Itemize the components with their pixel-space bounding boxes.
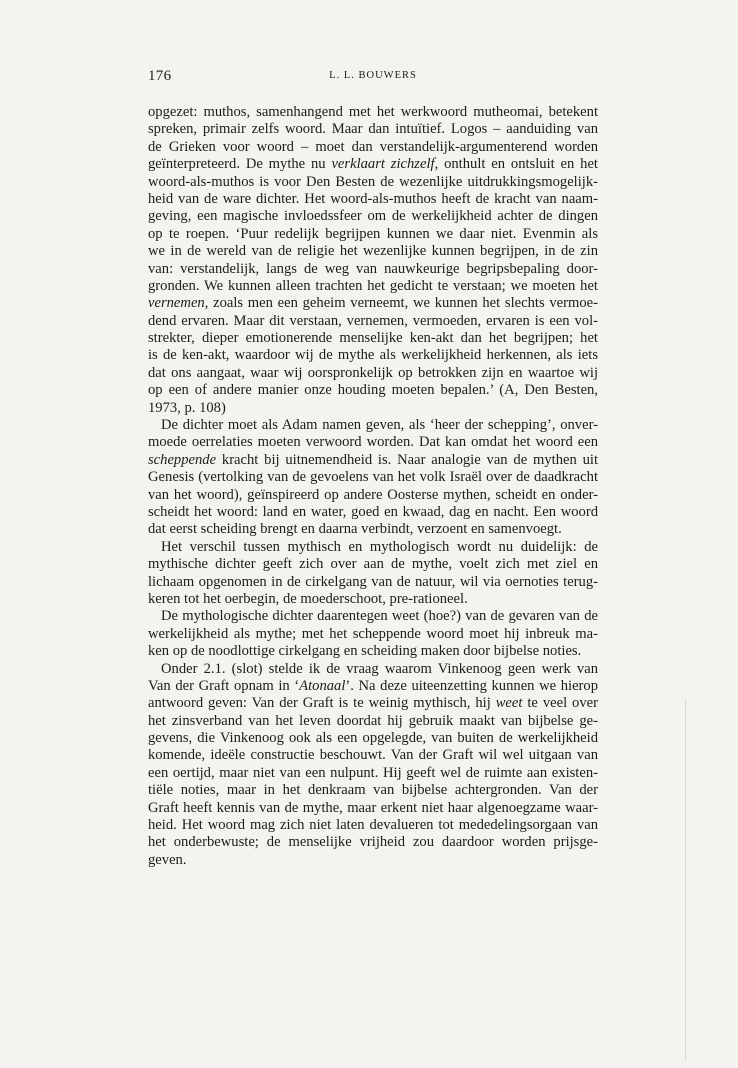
italic-text: weet xyxy=(495,695,523,712)
text-line: spreken, primair zelfs woord. Maar dan intuïtief. Logos – aanduiding van xyxy=(148,121,598,138)
text-line: De mythologische dichter daarentegen weet (hoe?) van de gevaren van de xyxy=(161,608,598,625)
text-line: Genesis (vertolking van de gevoelens van het volk Israël over de daadkracht xyxy=(148,469,598,486)
text-line: keren tot het oerbegin, de moederschoot, pre-rationeel. xyxy=(148,590,468,607)
text-line: op te roepen. ‘Puur redelijk begrijpen kunnen we daar niet. Evenmin als xyxy=(148,225,598,242)
text-line: strekter, dieper emotionerende menselijke ken-akt dan het begrijpen; het xyxy=(148,330,598,347)
text-line: opgezet: muthos, samenhangend met het werkwoord mutheomai, betekent xyxy=(148,104,598,120)
running-head: L. L. BOUWERS xyxy=(329,70,417,81)
page-header xyxy=(148,68,598,86)
text-line: werkelijkheid als mythe; met het scheppende woord moet hij inbreuk ma- xyxy=(148,625,598,642)
text-line: de Grieken voor woord – moet dan verstandelijk-argumenterend worden xyxy=(148,138,598,155)
text-line: het zinsverband van het leven doordat hij gebruik maakt van bijbelse ge- xyxy=(148,712,598,729)
text-line: geven. xyxy=(148,851,187,868)
text-line: Van der Graft opnam in ‘Atonaal’. Na deze uiteenzetting kunnen we hierop xyxy=(148,677,599,694)
text-line: het onderbewuste; de menselijke vrijheid zou daardoor worden prijsge- xyxy=(148,834,598,851)
text-line: antwoord geven: Van der Graft is te weinig mythisch, hij weet te veel over xyxy=(148,695,598,712)
text-line: Graft heeft kennis van de mythe, maar erkent niet haar algenoegzame waar- xyxy=(148,799,598,816)
italic-text: verklaart zichzelf xyxy=(331,156,435,173)
italic-text: scheppende xyxy=(148,451,217,468)
text-line: dend ervaren. Maar dit verstaan, vernemen, vermoeden, ervaren is een vol- xyxy=(148,312,598,329)
text-line: Onder 2.1. (slot) stelde ik de vraag waarom Vinkenoog geen werk van xyxy=(161,660,598,677)
text-line: geïnterpreteerd. De mythe nu verklaart zichzelf, onthult en ontsluit en het xyxy=(148,156,598,173)
text-line: heid van de ware dichter. Het woord-als-muthos heeft de kracht van naam- xyxy=(148,190,598,207)
text-line: Het verschil tussen mythisch en mythologisch wordt nu duidelijk: de xyxy=(161,538,598,555)
body-text xyxy=(148,104,598,869)
text-line: van het woord), geïnspireerd op andere Oosterse mythen, scheidt en onder- xyxy=(148,486,598,503)
text-line: op een of andere manier onze houding moeten bepalen.’ (A, Den Besten, xyxy=(148,382,598,399)
text-line: van: verstandelijk, langs de weg van nauwkeurige begripsbepaling door- xyxy=(148,260,598,277)
text-line: dat ons aangaat, waar wij oorspronkelijk op betrokken zijn en waartoe wij xyxy=(148,364,598,381)
italic-text: Atonaal xyxy=(299,677,346,694)
text-line: gevens, die Vinkenoog ook als een opgelegde, van buiten de werkelijkheid xyxy=(148,730,598,747)
text-line: moede oerrelaties moeten verwoord worden. Dat kan omdat het woord een xyxy=(148,434,598,451)
text-line: De dichter moet als Adam namen geven, als ‘heer der schepping’, onver- xyxy=(161,417,598,434)
text-line: vernemen, zoals men een geheim verneemt, we kunnen het slechts vermoe- xyxy=(148,295,598,312)
text-line: scheppende kracht bij uitnemendheid is. Naar analogie van de mythen uit xyxy=(148,451,598,468)
text-line: komende, ideële constructie beschouwt. Van der Graft wil wel uitgaan van xyxy=(148,747,598,764)
italic-text: vernemen xyxy=(148,295,205,312)
text-line: heid. Het woord mag zich niet laten devalueren tot mededelingsorgaan van xyxy=(148,817,598,834)
page-number: 176 xyxy=(148,68,172,84)
text-line: een oertijd, maar niet van een nulpunt. Hij geeft wel de ruimte aan existen- xyxy=(148,764,598,781)
text-line: geving, een magische invloedssfeer om de werkelijkheid achter de dingen xyxy=(148,208,598,225)
text-line: tiële noties, maar in het denkraam van bijbelse achtergronden. Van der xyxy=(148,782,598,799)
text-line: dat eerst scheiding brengt en daarna verbindt, verzoent en samenvoegt. xyxy=(148,521,562,538)
text-line: mythische dichter geeft zich over aan de mythe, voelt zich met ziel en xyxy=(148,556,598,573)
text-line: is de ken-akt, waardoor wij de mythe als werkelijkheid herkennen, als iets xyxy=(148,347,598,364)
text-line: gronden. We kunnen alleen trachten het gedicht te verstaan; we moeten het xyxy=(148,277,598,294)
text-line: ken op de noodlottige cirkelgang en scheiding maken door bijbelse noties. xyxy=(148,643,582,660)
text-line: we in de wereld van de religie het wezenlijke kunnen begrijpen, in de zin xyxy=(148,243,598,260)
text-line: lichaam opgenomen in de cirkelgang van de natuur, wil via oernoties terug- xyxy=(148,573,598,590)
text-line: 1973, p. 108) xyxy=(148,399,226,416)
page-edge-line xyxy=(685,700,686,1060)
text-line: woord-als-muthos is voor Den Besten de wezenlijke uitdrukkingsmogelijk- xyxy=(148,173,598,190)
text-line: scheidt het woord: land en water, goed en kwaad, dag en nacht. Een woord xyxy=(148,503,598,520)
